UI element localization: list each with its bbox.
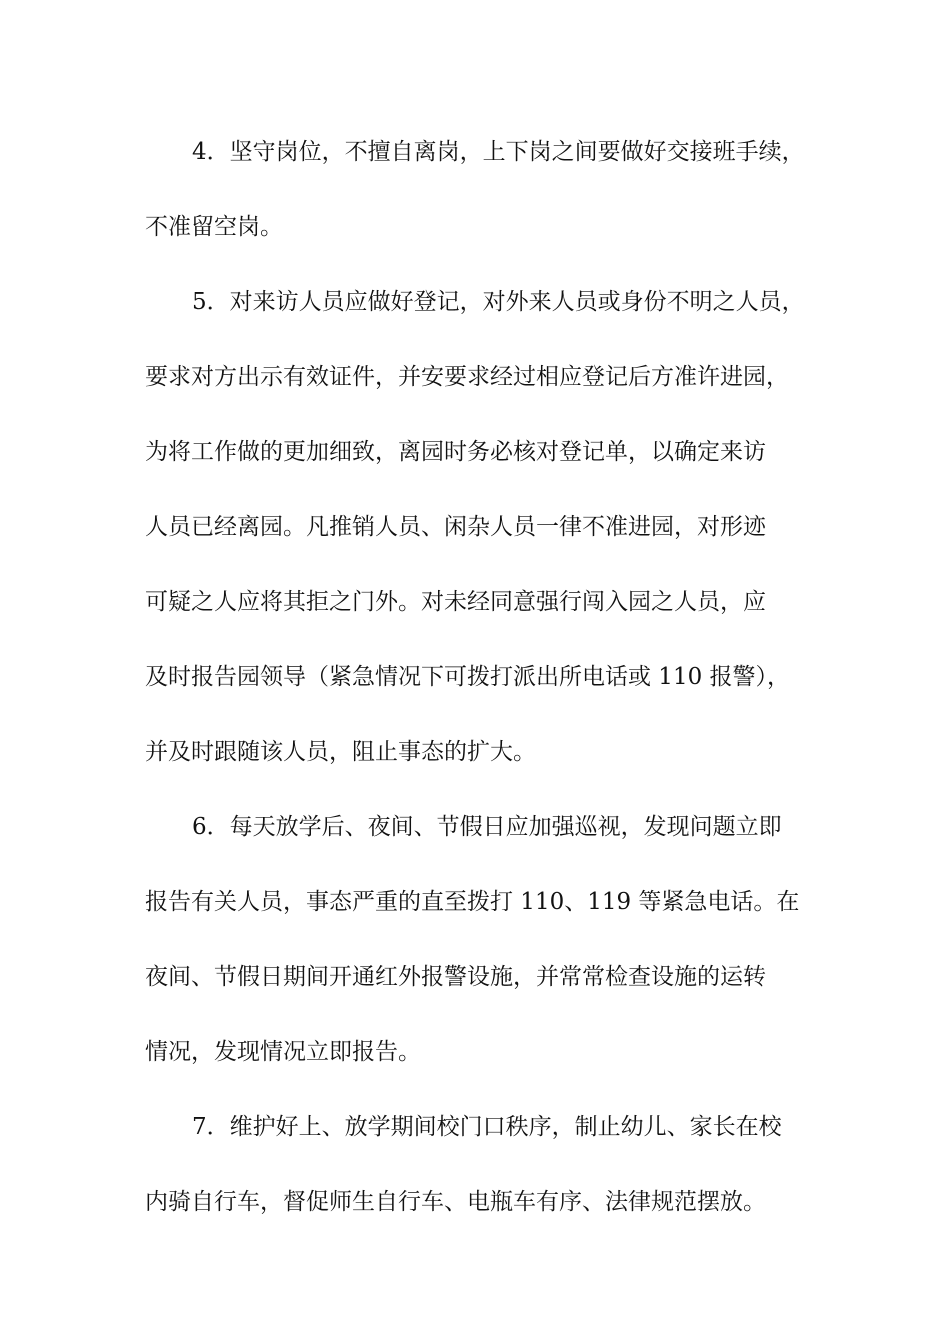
paragraph-7-line-2: 内骑自行车，督促师生自行车、电瓶车有序、法律规范摆放。 [145,1189,766,1215]
paragraph-5-line-6: 及时报告园领导（紧急情况下可拨打派出所电话或 110 报警）， [145,664,791,690]
paragraph-4-line-2: 不准留空岗。 [145,214,283,240]
paragraph-7-line-1: 7．维护好上、放学期间校门口秩序，制止幼儿、家长在校 [192,1114,782,1140]
paragraph-5-line-1: 5．对来访人员应做好登记，对外来人员或身份不明之人员， [192,289,805,315]
paragraph-5-line-5: 可疑之人应将其拒之门外。对未经同意强行闯入园之人员，应 [145,589,766,615]
paragraph-6-line-1: 6．每天放学后、夜间、节假日应加强巡视，发现问题立即 [192,814,782,840]
paragraph-6-line-4: 情况，发现情况立即报告。 [145,1039,421,1065]
paragraph-6-line-2: 报告有关人员，事态严重的直至拨打 110、119 等紧急电话。在 [145,889,800,915]
paragraph-5-line-3: 为将工作做的更加细致，离园时务必核对登记单，以确定来访 [145,439,766,465]
paragraph-5-line-2: 要求对方出示有效证件，并安要求经过相应登记后方准许进园， [145,364,789,390]
paragraph-4-line-1: 4．坚守岗位，不擅自离岗，上下岗之间要做好交接班手续， [192,139,805,165]
paragraph-5-line-7: 并及时跟随该人员，阻止事态的扩大。 [145,739,536,765]
paragraph-5-line-4: 人员已经离园。凡推销人员、闲杂人员一律不准进园，对形迹 [145,514,766,540]
paragraph-6-line-3: 夜间、节假日期间开通红外报警设施，并常常检查设施的运转 [145,964,766,990]
